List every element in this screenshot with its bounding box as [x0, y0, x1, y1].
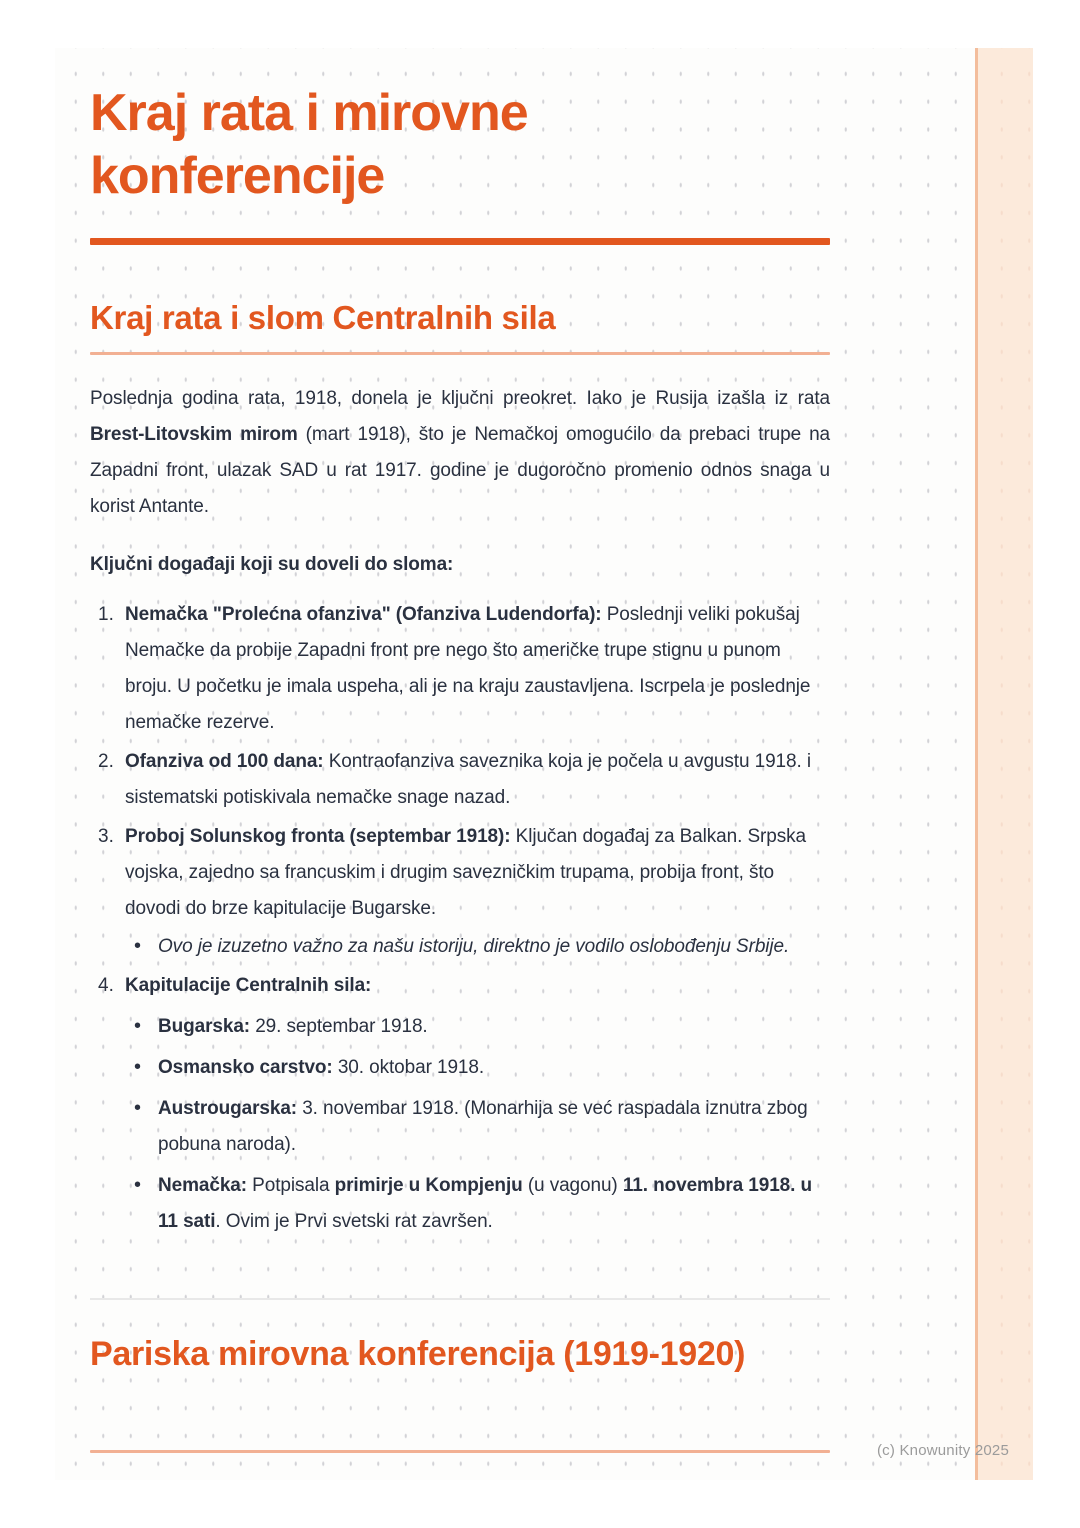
sub-bullet-austrougarska [125, 1091, 830, 1163]
page-title: Kraj rata i mirovne konferencije [90, 84, 528, 205]
sub-bullet-text: Bugarska: 29. septembar 1918. [158, 1016, 428, 1038]
bullet-icon: • [134, 1015, 142, 1038]
notebook-paper [55, 48, 1033, 1480]
sub-bullet-bugarska [125, 1009, 830, 1045]
right-margin-stripe [975, 48, 1033, 1480]
list-item-text: Proboj Solunskog fronta (septembar 1918): Ključan događaj za Balkan. Srpska vojska, zajedno sa francuskim i drugim savezničkim trupama, probija front, što dovodi do brze kapitulacije Bugarske. [125, 826, 806, 920]
sub-bullet-nemacka [125, 1168, 830, 1240]
bullet-icon: • [134, 1174, 142, 1197]
sub-bullet-text: Ovo je izuzetno važno za našu istoriju, direktno je vodilo oslobođenju Srbije. [158, 936, 790, 958]
list-number: 1. [98, 604, 114, 626]
watermark: (c) Knowunity 2025 [876, 1442, 1009, 1459]
section2-heading: Pariska mirovna konferencija (1919-1920) [90, 1335, 746, 1373]
list-item-4 [90, 968, 830, 1240]
sub-bullet-text: Nemačka: Potpisala primirje u Kompjenju (u vagonu) 11. novembra 1918. u 11 sati. Ovim je Prvi svetski rat završen. [158, 1175, 813, 1233]
sub-bullet-text: Osmansko carstvo: 30. oktobar 1918. [158, 1057, 485, 1079]
section1-underline [90, 352, 830, 355]
sub-bullet-note [125, 929, 830, 965]
sub-bullet-osmansko [125, 1050, 830, 1086]
sub-bullet-text: Austrougarska: 3. novembar 1918. (Monarhija se već raspadala iznutra zbog pobuna naroda). [158, 1098, 808, 1156]
section2-underline [90, 1450, 830, 1453]
key-events-list [90, 597, 830, 1240]
key-events-label: Ključni događaji koji su doveli do sloma: [90, 554, 454, 576]
list-item-1 [90, 597, 830, 741]
bullet-icon: • [134, 935, 142, 958]
title-underline [90, 238, 830, 245]
bullet-icon: • [134, 1056, 142, 1079]
list-item-text: Ofanziva od 100 dana: Kontraofanziva saveznika koja je počela u avgustu 1918. i sistematski potiskivala nemačke snage nazad. [125, 751, 811, 809]
list-item-text: Kapitulacije Centralnih sila: [125, 975, 372, 997]
list-number: 4. [98, 975, 114, 997]
list-item-3 [90, 819, 830, 965]
list-number: 3. [98, 826, 114, 848]
list-item-text: Nemačka "Prolećna ofanziva" (Ofanziva Ludendorfa): Poslednji veliki pokušaj Nemačke da probije Zapadni front pre nego što američke trupe stignu u punom broju. U početku je imala uspeha, ali je na kraju zaustavljena. Iscrpela je poslednje nemačke rezerve. [125, 604, 811, 734]
content-column [90, 82, 830, 1240]
list-number: 2. [98, 751, 114, 773]
section-divider [90, 1298, 830, 1300]
intro-paragraph: Poslednja godina rata, 1918, donela je ključni preokret. Iako je Rusija izašla iz rata Brest-Litovskim mirom (mart 1918), što je Nemačkoj omogućilo da prebaci trupe na Zapadni front, ulazak SAD u rat 1917. godine je dugoročno promenio odnos snaga u korist Antante. [90, 388, 830, 518]
section1-heading: Kraj rata i slom Centralnih sila [90, 298, 556, 336]
bullet-icon: • [134, 1097, 142, 1120]
list-item-2 [90, 744, 830, 816]
